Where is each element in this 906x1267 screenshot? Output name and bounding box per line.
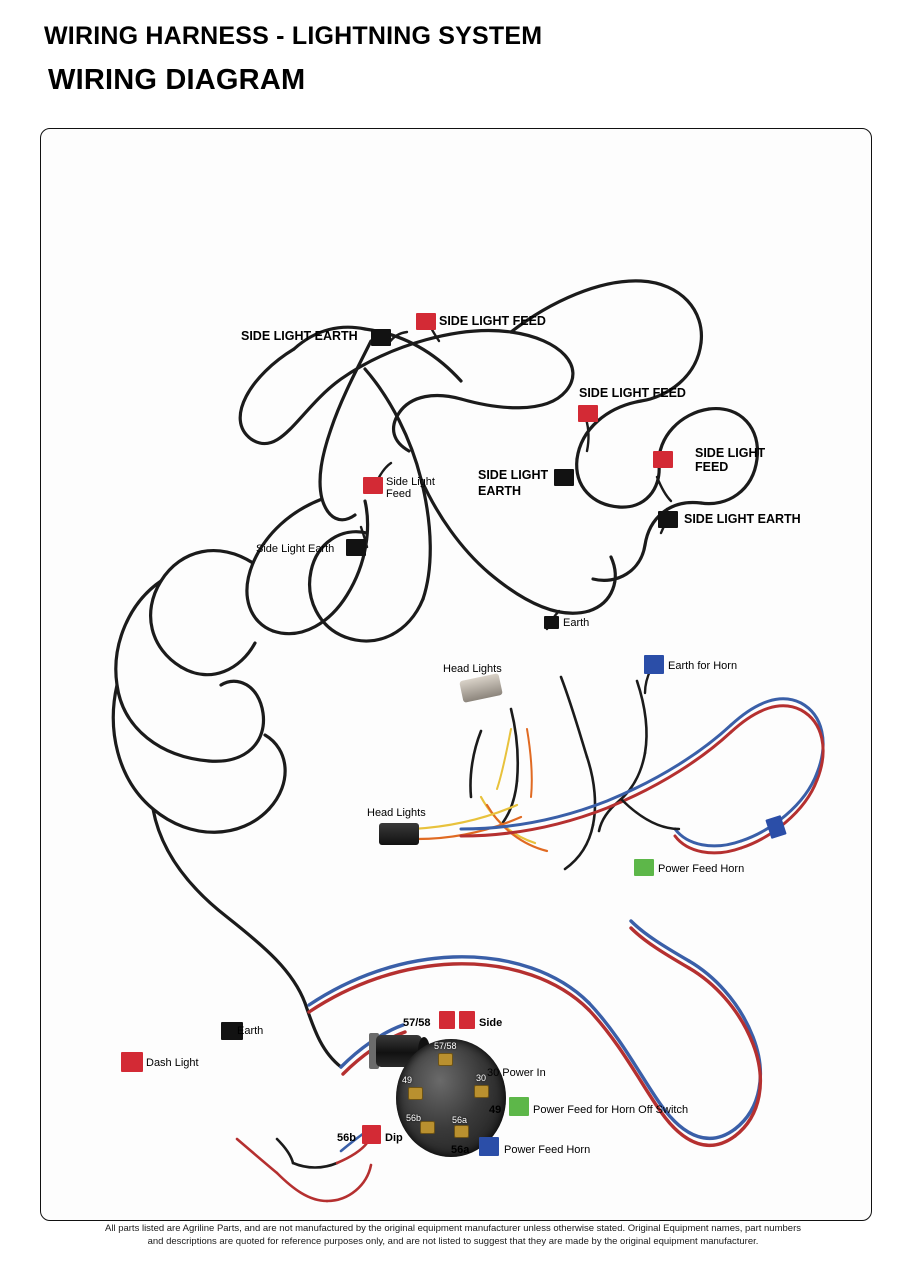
label-side-light-earth-4: Side Light Earth [256,543,335,555]
label-earth-1: Earth [563,617,590,629]
switch-terminal-49 [408,1087,423,1100]
label-head-lights-1: Head Lights [443,663,502,675]
legend-block-horn-off [509,1097,529,1116]
label-side-light-earth-2-line1: SIDE LIGHT [478,468,549,482]
label-head-lights-2: Head Lights [367,807,426,819]
connector-block-side-light-feed-2 [578,405,598,422]
legend-block-side-2 [459,1011,475,1029]
label-side-light-feed-2: SIDE LIGHT FEED [579,386,686,400]
connector-block-side-light-feed-4 [363,477,383,494]
label-earth-2: Earth [237,1025,264,1037]
head-lights-connector-2 [379,823,419,845]
label-side-light-feed-4-line2: Feed [386,488,412,500]
legend-label-power-in: 30 Power In [487,1067,546,1079]
switch-terminal-label-49: 49 [402,1075,413,1085]
legend-code-power-feed-horn-2: 56a [451,1144,470,1156]
connector-block-power-feed-horn-1 [634,859,654,876]
connector-block-side-light-earth-1 [371,329,391,346]
legend-block-side-1 [439,1011,455,1029]
switch-terminal-56a [454,1125,469,1138]
page-title-subtitle: WIRING HARNESS - LIGHTNING SYSTEM [44,22,543,50]
label-earth-for-horn: Earth for Horn [668,660,738,672]
switch-terminal-label-56b: 56b [406,1113,422,1123]
label-side-light-feed-3-line1: SIDE LIGHT [695,446,766,460]
switch-terminal-label-57-58: 57/58 [434,1041,457,1051]
switch-terminal-30 [474,1085,489,1098]
legend-label-side: Side [479,1017,503,1029]
label-side-light-earth-1: SIDE LIGHT EARTH [241,329,358,343]
page-footer [0,1222,906,1248]
page-title: WIRING DIAGRAM [48,64,306,96]
legend-label-horn-off: Power Feed for Horn Off Switch [533,1104,689,1116]
connector-block-side-light-earth-3 [658,511,678,528]
label-side-light-earth-2-line2: EARTH [478,484,522,498]
legend-code-horn-off: 49 [489,1104,502,1116]
label-side-light-feed-3-line2: FEED [695,460,729,474]
connector-block-side-light-feed-3 [653,451,673,468]
label-power-feed-horn-1: Power Feed Horn [658,863,745,875]
wiring-diagram-frame [40,128,872,1221]
label-side-light-feed-1: SIDE LIGHT FEED [439,314,546,328]
legend-code-dip: 56b [337,1132,356,1144]
label-dash-light: Dash Light [146,1057,199,1069]
legend-label-power-feed-horn-2: Power Feed Horn [504,1144,591,1156]
connector-block-side-light-feed-1 [416,313,436,330]
legend-block-power-feed-horn-2 [479,1137,499,1156]
connector-block-side-light-earth-2 [554,469,574,486]
connector-block-dash-light [121,1052,143,1072]
connector-block-earth-for-horn [644,655,664,674]
switch-terminal-label-30: 30 [476,1073,487,1083]
footer-line-1: All parts listed are Agriline Parts, and are not manufactured by the original equipment manufacturer unless otherwise stated. Original Equipment names, part numbers [105,1223,801,1234]
legend-block-dip [362,1125,381,1144]
switch-terminal-label-56a: 56a [452,1115,468,1125]
footer-line-2: and descriptions are quoted for reference purposes only, and are not listed to suggest that they are made by the original equipment manufacturer. [147,1236,759,1247]
legend-code-side: 57/58 [403,1017,431,1029]
wiring-diagram-canvas [41,129,871,1220]
label-side-light-earth-3: SIDE LIGHT EARTH [684,512,801,526]
legend-label-dip: Dip [385,1132,403,1144]
connector-block-earth-1 [544,616,559,629]
connector-block-side-light-earth-4 [346,539,366,556]
switch-terminal-57-58 [438,1053,453,1066]
switch-terminal-56b [420,1121,435,1134]
label-side-light-feed-4-line1: Side Light [386,476,435,488]
